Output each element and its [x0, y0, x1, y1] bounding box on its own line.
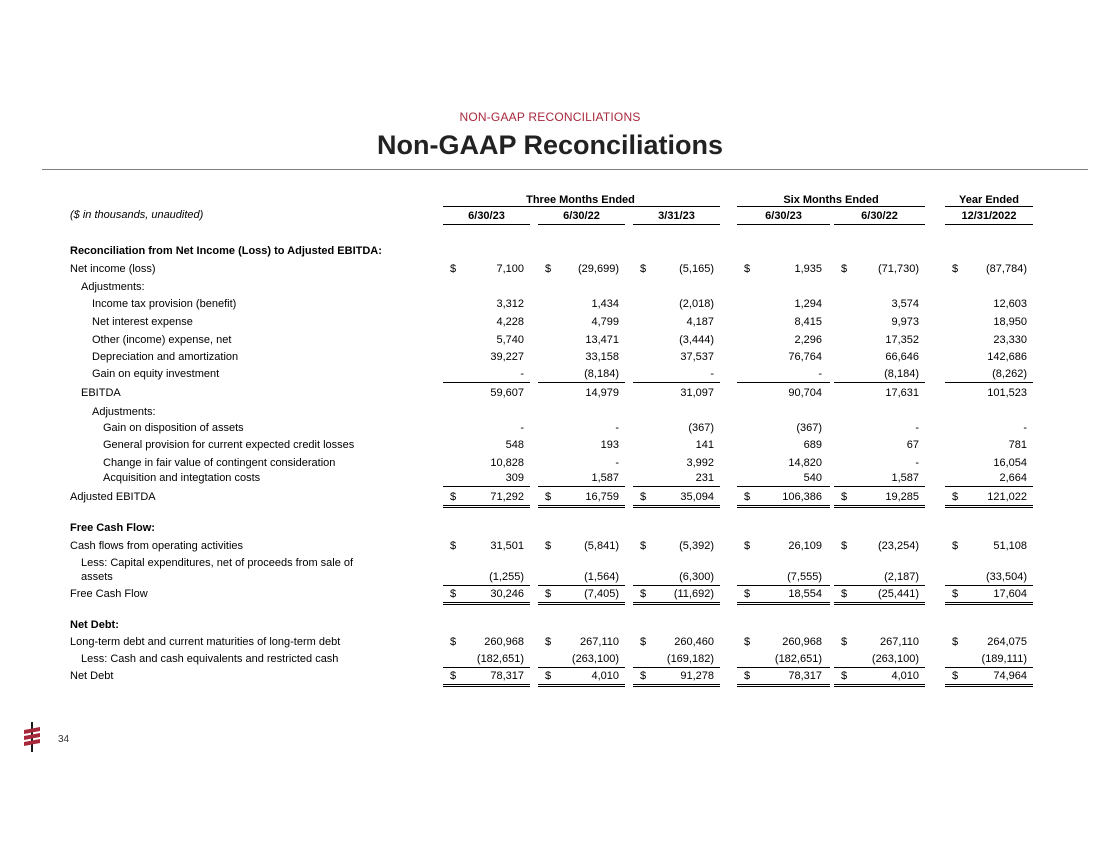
cell-value: 14,820	[788, 457, 822, 469]
dollar-sign: $	[841, 491, 848, 503]
dollar-sign: $	[841, 636, 848, 648]
cell-value: (1,255)	[489, 571, 524, 583]
cell-value: 78,317	[490, 670, 524, 682]
table-row	[0, 421, 1100, 436]
column-header: 6/30/23	[765, 210, 802, 222]
brand-logo-icon	[22, 722, 42, 752]
column-header-underline	[834, 224, 925, 225]
cell-value: 30,246	[490, 588, 524, 600]
total-underline	[443, 486, 530, 487]
cell-value: (8,184)	[884, 368, 919, 380]
cell-value: 9,973	[891, 316, 919, 328]
dollar-sign: $	[450, 670, 457, 682]
cell-value: (5,841)	[584, 540, 619, 552]
double-underline	[834, 602, 925, 605]
cell-value: 51,108	[993, 540, 1027, 552]
cell-value: 1,935	[794, 263, 822, 275]
cell-value: 17,604	[993, 588, 1027, 600]
cell-value: 1,434	[591, 298, 619, 310]
double-underline	[737, 684, 830, 687]
dollar-sign: $	[841, 670, 848, 682]
cell-value: 267,110	[880, 636, 919, 648]
column-group-year: Year Ended	[959, 194, 1019, 206]
cell-value: (263,100)	[871, 653, 919, 665]
cell-value: 106,386	[782, 491, 822, 503]
cell-value: 4,187	[686, 316, 714, 328]
cell-value: 3,312	[496, 298, 524, 310]
dollar-sign: $	[640, 588, 647, 600]
cell-value: (367)	[688, 422, 714, 434]
table-row	[0, 386, 1100, 401]
cell-value: 67	[906, 439, 919, 451]
page-kicker: NON-GAAP RECONCILIATIONS	[459, 110, 641, 124]
column-header: 6/30/23	[468, 210, 505, 222]
cell-value: 1,294	[794, 298, 822, 310]
cell-value: 231	[695, 472, 714, 484]
table-row	[0, 521, 1100, 536]
cell-value: (8,262)	[992, 368, 1027, 380]
dollar-sign: $	[744, 540, 751, 552]
cell-value: (1,564)	[584, 571, 619, 583]
cell-value: (25,441)	[878, 588, 919, 600]
row-label: Net Debt:	[70, 619, 119, 631]
cell-value: (8,184)	[584, 368, 619, 380]
dollar-sign: $	[744, 636, 751, 648]
cell-value: 35,094	[680, 491, 714, 503]
double-underline	[834, 684, 925, 687]
cell-value: 10,828	[490, 457, 524, 469]
total-underline	[834, 382, 925, 383]
total-underline	[737, 486, 830, 487]
table-row	[0, 244, 1100, 259]
cell-value: 4,228	[496, 316, 524, 328]
double-underline	[737, 505, 830, 508]
cell-value: 59,607	[490, 387, 524, 399]
row-label: Reconciliation from Net Income (Loss) to Adjusted EBITDA:	[70, 245, 382, 257]
total-underline	[538, 486, 625, 487]
column-header-underline	[945, 224, 1033, 225]
cell-value: 141	[695, 439, 714, 451]
table-row	[0, 471, 1100, 486]
dollar-sign: $	[450, 540, 457, 552]
table-row	[0, 262, 1100, 277]
total-underline	[538, 382, 625, 383]
table-row	[0, 350, 1100, 365]
row-label: Long-term debt and current maturities of long-term debt	[70, 636, 341, 648]
dollar-sign: $	[640, 263, 647, 275]
table-row	[0, 556, 1100, 571]
cell-value: (182,651)	[774, 653, 822, 665]
total-underline	[737, 585, 830, 586]
row-label: Cash flows from operating activities	[70, 540, 244, 552]
cell-value: 781	[1008, 439, 1027, 451]
total-underline	[834, 585, 925, 586]
cell-value: 18,950	[993, 316, 1027, 328]
dollar-sign: $	[545, 588, 552, 600]
dollar-sign: $	[545, 636, 552, 648]
table-row	[0, 669, 1100, 684]
dollar-sign: $	[545, 540, 552, 552]
dollar-sign: $	[841, 540, 848, 552]
dollar-sign: $	[744, 491, 751, 503]
double-underline	[633, 684, 720, 687]
dollar-sign: $	[450, 636, 457, 648]
cell-value: 12,603	[993, 298, 1027, 310]
total-underline	[633, 382, 720, 383]
cell-value: 101,523	[987, 387, 1027, 399]
total-underline	[538, 667, 625, 668]
total-underline	[945, 382, 1033, 383]
cell-value: 121,022	[987, 491, 1027, 503]
double-underline	[945, 684, 1033, 687]
total-underline	[443, 382, 530, 383]
table-row	[0, 652, 1100, 667]
row-label: Income tax provision (benefit)	[92, 298, 237, 310]
cell-value: (182,651)	[476, 653, 524, 665]
table-row	[0, 280, 1100, 295]
dollar-sign: $	[952, 540, 959, 552]
total-underline	[737, 382, 830, 383]
double-underline	[538, 505, 625, 508]
row-label: Adjusted EBITDA	[70, 491, 156, 503]
column-header: 12/31/2022	[961, 210, 1017, 222]
total-underline	[834, 486, 925, 487]
cell-value: 91,278	[680, 670, 714, 682]
cell-value: (5,165)	[679, 263, 714, 275]
double-underline	[834, 505, 925, 508]
cell-value: (7,555)	[787, 571, 822, 583]
row-label: Free Cash Flow:	[70, 522, 155, 534]
column-header: 6/30/22	[861, 210, 898, 222]
table-row	[0, 490, 1100, 505]
total-underline	[945, 667, 1033, 668]
cell-value: 17,352	[885, 334, 919, 346]
cell-value: 260,460	[674, 636, 714, 648]
cell-value: 309	[505, 472, 524, 484]
cell-value: 13,471	[585, 334, 619, 346]
cell-value: 2,664	[999, 472, 1027, 484]
cell-value: 3,992	[686, 457, 714, 469]
cell-value: 90,704	[788, 387, 822, 399]
total-underline	[737, 667, 830, 668]
page-title: Non-GAAP Reconciliations	[376, 130, 724, 160]
table-row	[0, 333, 1100, 348]
table-row	[0, 587, 1100, 602]
column-group-six-months: Six Months Ended	[783, 194, 879, 206]
table-row	[0, 438, 1100, 453]
total-underline	[633, 585, 720, 586]
cell-value: 74,964	[993, 670, 1027, 682]
double-underline	[633, 505, 720, 508]
total-underline	[443, 667, 530, 668]
dollar-sign: $	[841, 263, 848, 275]
cell-value: 31,501	[490, 540, 524, 552]
column-header-underline	[443, 224, 530, 225]
cell-value: 260,968	[484, 636, 524, 648]
total-underline	[538, 585, 625, 586]
cell-value: (33,504)	[986, 571, 1027, 583]
column-header: 6/30/22	[563, 210, 600, 222]
dollar-sign: $	[640, 670, 647, 682]
cell-value: 2,296	[794, 334, 822, 346]
column-group-three-months: Three Months Ended	[526, 194, 635, 206]
table-row	[0, 405, 1100, 420]
cell-value: 39,227	[490, 351, 524, 363]
table-row	[0, 315, 1100, 330]
group-underline-year	[945, 206, 1033, 207]
row-label: General provision for current expected credit losses	[103, 439, 355, 451]
dollar-sign: $	[952, 670, 959, 682]
cell-value: 267,110	[580, 636, 619, 648]
cell-value: 260,968	[782, 636, 822, 648]
cell-value: 548	[505, 439, 524, 451]
row-label: Less: Cash and cash equivalents and restricted cash	[81, 653, 339, 665]
cell-value: 14,979	[585, 387, 619, 399]
cell-value: 4,799	[591, 316, 619, 328]
row-label: Net income (loss)	[70, 263, 156, 275]
dollar-sign: $	[952, 491, 959, 503]
cell-value: 26,109	[788, 540, 822, 552]
cell-value: (23,254)	[878, 540, 919, 552]
dollar-sign: $	[952, 263, 959, 275]
dollar-sign: $	[450, 263, 457, 275]
double-underline	[945, 602, 1033, 605]
cell-value: (87,784)	[986, 263, 1027, 275]
double-underline	[443, 602, 530, 605]
row-label: Less: Capital expenditures, net of proceeds from sale of	[81, 557, 354, 569]
cell-value: 17,631	[885, 387, 919, 399]
cell-value: 71,292	[490, 491, 524, 503]
page-number: 34	[58, 734, 70, 745]
dollar-sign: $	[640, 491, 647, 503]
dollar-sign: $	[744, 670, 751, 682]
table-row	[0, 456, 1100, 471]
cell-value: (2,187)	[884, 571, 919, 583]
cell-value: 33,158	[585, 351, 619, 363]
cell-value: -	[915, 457, 919, 469]
cell-value: 3,574	[891, 298, 919, 310]
row-label: Free Cash Flow	[70, 588, 148, 600]
dollar-sign: $	[450, 491, 457, 503]
table-row	[0, 297, 1100, 312]
cell-value: 5,740	[496, 334, 524, 346]
row-label: Adjustments:	[92, 406, 156, 418]
row-label: EBITDA	[81, 387, 121, 399]
cell-value: 78,317	[788, 670, 822, 682]
table-row	[0, 570, 1100, 585]
total-underline	[443, 585, 530, 586]
double-underline	[633, 602, 720, 605]
cell-value: (11,692)	[673, 588, 714, 600]
total-underline	[945, 585, 1033, 586]
cell-value: (29,699)	[578, 263, 619, 275]
column-header: 3/31/23	[658, 210, 695, 222]
dollar-sign: $	[744, 588, 751, 600]
row-label: Other (income) expense, net	[92, 334, 232, 346]
cell-value: (263,100)	[571, 653, 619, 665]
column-header-underline	[538, 224, 625, 225]
cell-value: 142,686	[987, 351, 1027, 363]
dollar-sign: $	[545, 263, 552, 275]
double-underline	[737, 602, 830, 605]
cell-value: (5,392)	[679, 540, 714, 552]
dollar-sign: $	[841, 588, 848, 600]
cell-value: 76,764	[788, 351, 822, 363]
cell-value: 31,097	[680, 387, 714, 399]
cell-value: -	[1023, 422, 1027, 434]
row-label: assets	[81, 571, 113, 583]
cell-value: (71,730)	[878, 263, 919, 275]
cell-value: 193	[600, 439, 619, 451]
double-underline	[538, 602, 625, 605]
double-underline	[443, 684, 530, 687]
row-label: Net interest expense	[92, 316, 193, 328]
cell-value: 19,285	[885, 491, 919, 503]
table-row	[0, 635, 1100, 650]
total-underline	[945, 486, 1033, 487]
dollar-sign: $	[952, 588, 959, 600]
cell-value: 4,010	[891, 670, 919, 682]
total-underline	[633, 486, 720, 487]
double-underline	[945, 505, 1033, 508]
row-label: Acquisition and integtation costs	[103, 472, 261, 484]
cell-value: -	[615, 457, 619, 469]
row-label: Net Debt	[70, 670, 114, 682]
cell-value: 1,587	[891, 472, 919, 484]
cell-value: 66,646	[885, 351, 919, 363]
cell-value: 4,010	[591, 670, 619, 682]
dollar-sign: $	[450, 588, 457, 600]
cell-value: (6,300)	[679, 571, 714, 583]
table-row	[0, 367, 1100, 382]
unit-label: ($ in thousands, unaudited)	[70, 209, 204, 221]
total-underline	[834, 667, 925, 668]
cell-value: 16,054	[993, 457, 1027, 469]
cell-value: 8,415	[794, 316, 822, 328]
dollar-sign: $	[545, 670, 552, 682]
cell-value: 7,100	[496, 263, 524, 275]
cell-value: 1,587	[591, 472, 619, 484]
cell-value: 37,537	[680, 351, 714, 363]
double-underline	[443, 505, 530, 508]
cell-value: (367)	[796, 422, 822, 434]
dollar-sign: $	[545, 491, 552, 503]
double-underline	[538, 684, 625, 687]
cell-value: -	[915, 422, 919, 434]
cell-value: 16,759	[585, 491, 619, 503]
cell-value: 18,554	[788, 588, 822, 600]
dollar-sign: $	[952, 636, 959, 648]
dollar-sign: $	[640, 540, 647, 552]
row-label: Adjustments:	[81, 281, 145, 293]
cell-value: (189,111)	[981, 653, 1027, 665]
cell-value: (7,405)	[584, 588, 619, 600]
cell-value: (2,018)	[679, 298, 714, 310]
cell-value: -	[520, 368, 524, 380]
total-underline	[633, 667, 720, 668]
dollar-sign: $	[744, 263, 751, 275]
group-underline-six-months	[737, 206, 925, 207]
cell-value: 264,075	[987, 636, 1027, 648]
cell-value: 689	[803, 439, 822, 451]
row-label: Depreciation and amortization	[92, 351, 239, 363]
table-row	[0, 539, 1100, 554]
row-label: Gain on equity investment	[92, 368, 220, 380]
cell-value: (3,444)	[679, 334, 714, 346]
cell-value: -	[520, 422, 524, 434]
dollar-sign: $	[640, 636, 647, 648]
cell-value: -	[818, 368, 822, 380]
cell-value: -	[710, 368, 714, 380]
column-header-underline	[633, 224, 720, 225]
row-label: Change in fair value of contingent consideration	[103, 457, 336, 469]
table-row	[0, 618, 1100, 633]
cell-value: 540	[803, 472, 822, 484]
cell-value: -	[615, 422, 619, 434]
row-label: Gain on disposition of assets	[103, 422, 244, 434]
cell-value: 23,330	[993, 334, 1027, 346]
cell-value: (169,182)	[666, 653, 714, 665]
group-underline-three-months	[443, 206, 720, 207]
column-header-underline	[737, 224, 830, 225]
